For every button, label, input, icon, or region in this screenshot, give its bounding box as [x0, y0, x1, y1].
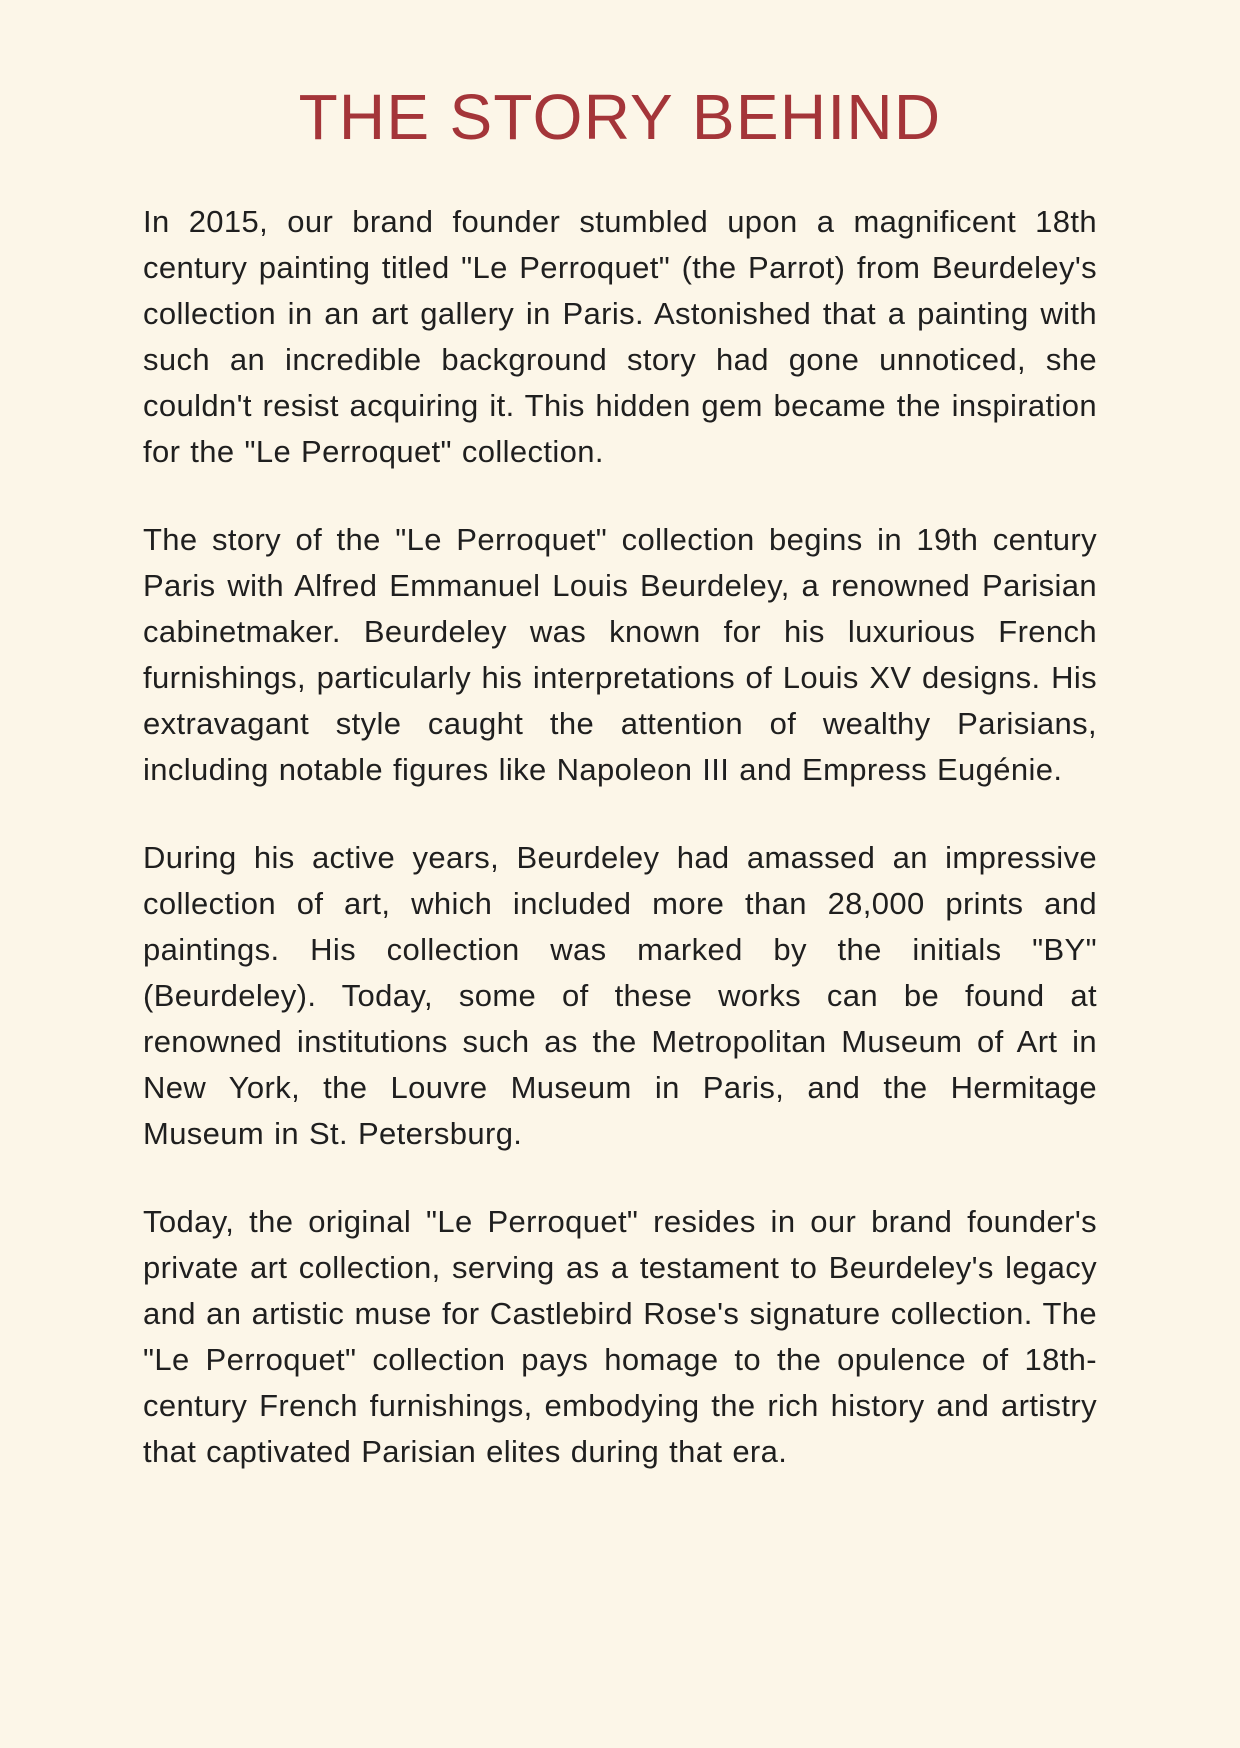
story-paragraph-2: The story of the "Le Perroquet" collection begins in 19th century Paris with Alfred Emmanuel Louis Beurdeley, a renowned Parisian cabinetmaker. Beurdeley was known for his luxurious French furnishings, particularly his interpretations of Louis XV designs. His extravagant style caught the attention of wealthy Parisians, including notable figures like Napoleon III and Empress Eugénie.: [143, 522, 1097, 787]
story-body: [143, 199, 1097, 1475]
story-paragraph-4: Today, the original "Le Perroquet" resides in our brand founder's private art collection, serving as a testament to Beurdeley's legacy and an artistic muse for Castlebird Rose's signature collection. The "Le Perroquet" collection pays homage to the opulence of 18th-century French furnishings, embodying the rich history and artistry that captivated Parisian elites during that era.: [143, 1204, 1097, 1469]
story-paragraph-1: In 2015, our brand founder stumbled upon a magnificent 18th century painting titled "Le Perroquet" (the Parrot) from Beurdeley's collection in an art gallery in Paris. Astonished that a painting with such an incredible background story had gone unnoticed, she couldn't resist acquiring it. This hidden gem became the inspiration for the "Le Perroquet" collection.: [143, 204, 1097, 469]
page-title: THE STORY BEHIND: [298, 81, 942, 153]
story-paragraph-3: During his active years, Beurdeley had amassed an impressive collection of art, which included more than 28,000 prints and paintings. His collection was marked by the initials "BY" (Beurdeley). Today, some of these works can be found at renowned institutions such as the Metropolitan Museum of Art in New York, the Louvre Museum in Paris, and the Hermitage Museum in St. Petersburg.: [143, 840, 1097, 1151]
